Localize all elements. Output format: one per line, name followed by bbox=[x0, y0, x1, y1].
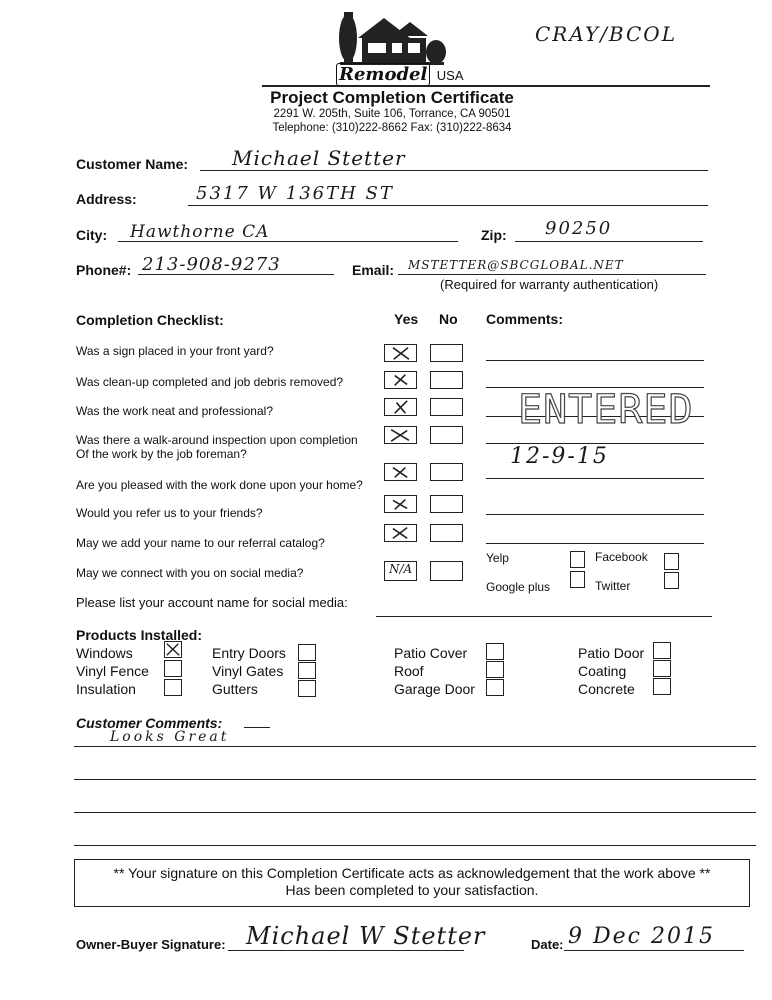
yes-checkbox-walkaround[interactable] bbox=[384, 426, 417, 444]
product-patio-cover: Patio Cover bbox=[394, 645, 468, 661]
city-field[interactable]: Hawthorne CA bbox=[130, 222, 270, 242]
question-neat: Was the work neat and professional? bbox=[76, 404, 273, 418]
question-social-media: May we connect with you on social media? bbox=[76, 566, 304, 580]
windows-checkbox[interactable] bbox=[164, 641, 182, 658]
corner-note: CRAY/BCOL bbox=[535, 22, 677, 46]
signature-label: Owner-Buyer Signature: bbox=[76, 937, 226, 952]
check-x-icon bbox=[165, 642, 181, 657]
gutters-checkbox[interactable] bbox=[298, 680, 316, 697]
yelp-checkbox[interactable] bbox=[570, 551, 585, 568]
no-checkbox-walkaround[interactable] bbox=[430, 426, 463, 444]
vinyl-gates-checkbox[interactable] bbox=[298, 662, 316, 679]
product-insulation: Insulation bbox=[76, 681, 136, 697]
house-icon bbox=[336, 8, 456, 70]
header-rule bbox=[262, 85, 710, 87]
no-checkbox-pleased[interactable] bbox=[430, 463, 463, 481]
products-title: Products Installed: bbox=[76, 627, 203, 643]
facebook-label: Facebook bbox=[595, 550, 648, 564]
check-x-icon bbox=[385, 399, 416, 415]
city-label: City: bbox=[76, 227, 108, 243]
phone-field[interactable]: 213-908-9273 bbox=[142, 254, 281, 275]
yes-checkbox-social-media[interactable] bbox=[384, 561, 417, 581]
product-vinyl-gates: Vinyl Gates bbox=[212, 663, 284, 679]
concrete-checkbox[interactable] bbox=[653, 678, 671, 695]
stamp-date: 12-9-15 bbox=[510, 444, 609, 469]
product-garage-door: Garage Door bbox=[394, 681, 475, 697]
product-vinyl-fence: Vinyl Fence bbox=[76, 663, 149, 679]
twitter-checkbox[interactable] bbox=[664, 572, 679, 589]
yes-checkbox-cleanup[interactable] bbox=[384, 371, 417, 389]
question-cleanup: Was clean-up completed and job debris removed? bbox=[76, 375, 344, 389]
product-roof: Roof bbox=[394, 663, 424, 679]
yes-checkbox-sign[interactable] bbox=[384, 344, 417, 362]
google-plus-checkbox[interactable] bbox=[570, 571, 585, 588]
check-x-icon bbox=[385, 345, 416, 361]
yelp-label: Yelp bbox=[486, 551, 509, 565]
product-concrete: Concrete bbox=[578, 681, 635, 697]
email-label: Email: bbox=[352, 262, 395, 278]
comments-column-header: Comments: bbox=[486, 311, 564, 327]
question-pleased: Are you pleased with the work done upon your home? bbox=[76, 478, 363, 492]
zip-label: Zip: bbox=[481, 227, 507, 243]
acknowledgement-notice bbox=[74, 859, 750, 907]
product-coating: Coating bbox=[578, 663, 627, 679]
company-logo bbox=[336, 8, 464, 86]
phone-label: Phone#: bbox=[76, 262, 132, 278]
product-windows: Windows bbox=[76, 645, 133, 661]
yes-checkbox-refer[interactable] bbox=[384, 495, 417, 513]
patio-door-checkbox[interactable] bbox=[653, 642, 671, 659]
product-entry-doors: Entry Doors bbox=[212, 645, 286, 661]
no-checkbox-neat[interactable] bbox=[430, 398, 463, 416]
question-walkaround-1: Was there a walk-around inspection upon completion bbox=[76, 433, 358, 447]
roof-checkbox[interactable] bbox=[486, 661, 504, 678]
logo-suffix: USA bbox=[436, 68, 464, 83]
date-label: Date: bbox=[531, 937, 564, 952]
yes-checkbox-pleased[interactable] bbox=[384, 463, 417, 481]
yes-column-header: Yes bbox=[394, 311, 419, 327]
checklist-title: Completion Checklist: bbox=[76, 312, 224, 328]
question-refer: Would you refer us to your friends? bbox=[76, 506, 263, 520]
question-walkaround-2: Of the work by the job foreman? bbox=[76, 447, 247, 461]
zip-field[interactable]: 90250 bbox=[545, 218, 613, 239]
no-checkbox-referral-catalog[interactable] bbox=[430, 524, 463, 542]
email-field[interactable]: MSTETTER@SBCGLOBAL.NET bbox=[408, 258, 624, 272]
page-title: Project Completion Certificate bbox=[270, 88, 514, 107]
customer-name-label: Customer Name: bbox=[76, 156, 189, 172]
no-checkbox-cleanup[interactable] bbox=[430, 371, 463, 389]
garage-door-checkbox[interactable] bbox=[486, 679, 504, 696]
date-field[interactable]: 9 Dec 2015 bbox=[568, 924, 715, 949]
notice-line-1: ** Your signature on this Completion Certificate acts as acknowledgement that the work above ** bbox=[113, 865, 711, 881]
no-checkbox-refer[interactable] bbox=[430, 495, 463, 513]
google-plus-label: Google plus bbox=[486, 580, 551, 594]
twitter-label: Twitter bbox=[595, 579, 631, 593]
question-sign: Was a sign placed in your front yard? bbox=[76, 344, 274, 358]
yes-checkbox-referral-catalog[interactable] bbox=[384, 524, 417, 542]
product-gutters: Gutters bbox=[212, 681, 258, 697]
check-x-icon bbox=[385, 372, 416, 388]
na-mark: N/A bbox=[389, 562, 413, 576]
email-note: (Required for warranty authentication) bbox=[440, 277, 659, 292]
check-x-icon bbox=[385, 496, 416, 512]
coating-checkbox[interactable] bbox=[653, 660, 671, 677]
entered-stamp: ENTERED bbox=[518, 387, 694, 433]
company-phone: Telephone: (310)222-8662 Fax: (310)222-8634 bbox=[272, 122, 512, 134]
check-x-icon bbox=[385, 464, 416, 480]
no-checkbox-social-media[interactable] bbox=[430, 561, 463, 581]
social-media-prompt: Please list your account name for social media: bbox=[76, 595, 348, 610]
vinyl-fence-checkbox[interactable] bbox=[164, 660, 182, 677]
question-referral-catalog: May we add your name to our referral catalog? bbox=[76, 536, 325, 550]
insulation-checkbox[interactable] bbox=[164, 679, 182, 696]
signature-field[interactable]: Michael W Stetter bbox=[246, 922, 486, 950]
check-x-icon bbox=[385, 525, 416, 541]
customer-comments-field[interactable]: Looks Great bbox=[110, 729, 230, 745]
check-x-icon bbox=[385, 427, 416, 443]
entry-doors-checkbox[interactable] bbox=[298, 644, 316, 661]
no-column-header: No bbox=[439, 311, 458, 327]
product-patio-door: Patio Door bbox=[578, 645, 645, 661]
customer-name-field[interactable]: Michael Stetter bbox=[232, 146, 406, 170]
patio-cover-checkbox[interactable] bbox=[486, 643, 504, 660]
company-address: 2291 W. 205th, Suite 106, Torrance, CA 90501 bbox=[273, 108, 511, 120]
customer-comments-title: Customer Comments: bbox=[76, 715, 223, 731]
no-checkbox-sign[interactable] bbox=[430, 344, 463, 362]
yes-checkbox-neat[interactable] bbox=[384, 398, 417, 416]
facebook-checkbox[interactable] bbox=[664, 553, 679, 570]
logo-text: Remodel bbox=[336, 63, 430, 86]
notice-line-2: Has been completed to your satisfaction. bbox=[285, 882, 539, 898]
address-field[interactable]: 5317 W 136TH ST bbox=[196, 183, 394, 204]
address-label: Address: bbox=[76, 191, 137, 207]
